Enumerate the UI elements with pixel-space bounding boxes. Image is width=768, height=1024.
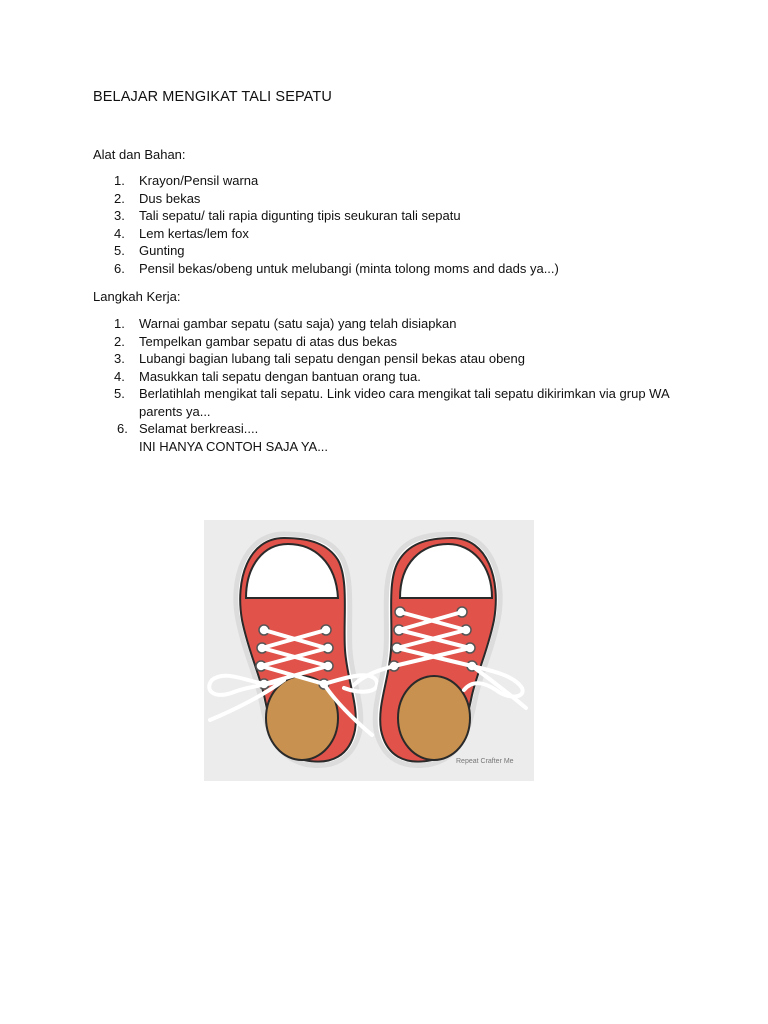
- materials-heading: Alat dan Bahan:: [93, 147, 186, 162]
- list-item: 4. Masukkan tali sepatu dengan bantuan orang tua.: [114, 368, 421, 384]
- page-title: BELAJAR MENGIKAT TALI SEPATU: [93, 89, 332, 105]
- list-item: 3. Tali sepatu/ tali rapia digunting tipis seukuran tali sepatu: [114, 208, 461, 223]
- list-item: 5. Berlatihlah mengikat tali sepatu. Link video cara mengikat tali sepatu dikirimkan via grup WA parents ya...: [114, 386, 669, 419]
- list-item: 1. Krayon/Pensil warna: [114, 173, 259, 188]
- steps-list: [93, 315, 693, 455]
- note-text: INI HANYA CONTOH SAJA YA...: [139, 438, 329, 454]
- steps-heading: Langkah Kerja:: [93, 289, 181, 304]
- shoe-lacing-photo: [204, 520, 534, 781]
- list-item: 5. Gunting: [114, 243, 185, 258]
- list-item: 6. Pensil bekas/obeng untuk melubangi (minta tolong moms and dads ya...): [114, 260, 559, 276]
- list-item: 4. Lem kertas/lem fox: [114, 225, 249, 241]
- list-item: 2. Dus bekas: [114, 190, 201, 206]
- watermark-text: Repeat Crafter Me: [456, 758, 514, 765]
- list-item: 1. Warnai gambar sepatu (satu saja) yang telah disiapkan: [114, 316, 457, 331]
- materials-list: [93, 172, 559, 277]
- list-item: 2. Tempelkan gambar sepatu di atas dus bekas: [114, 333, 397, 349]
- list-item: 6. Selamat berkreasi.... INI HANYA CONTOH SAJA YA...: [117, 421, 329, 454]
- list-item: 3. Lubangi bagian lubang tali sepatu dengan pensil bekas atau obeng: [114, 351, 525, 366]
